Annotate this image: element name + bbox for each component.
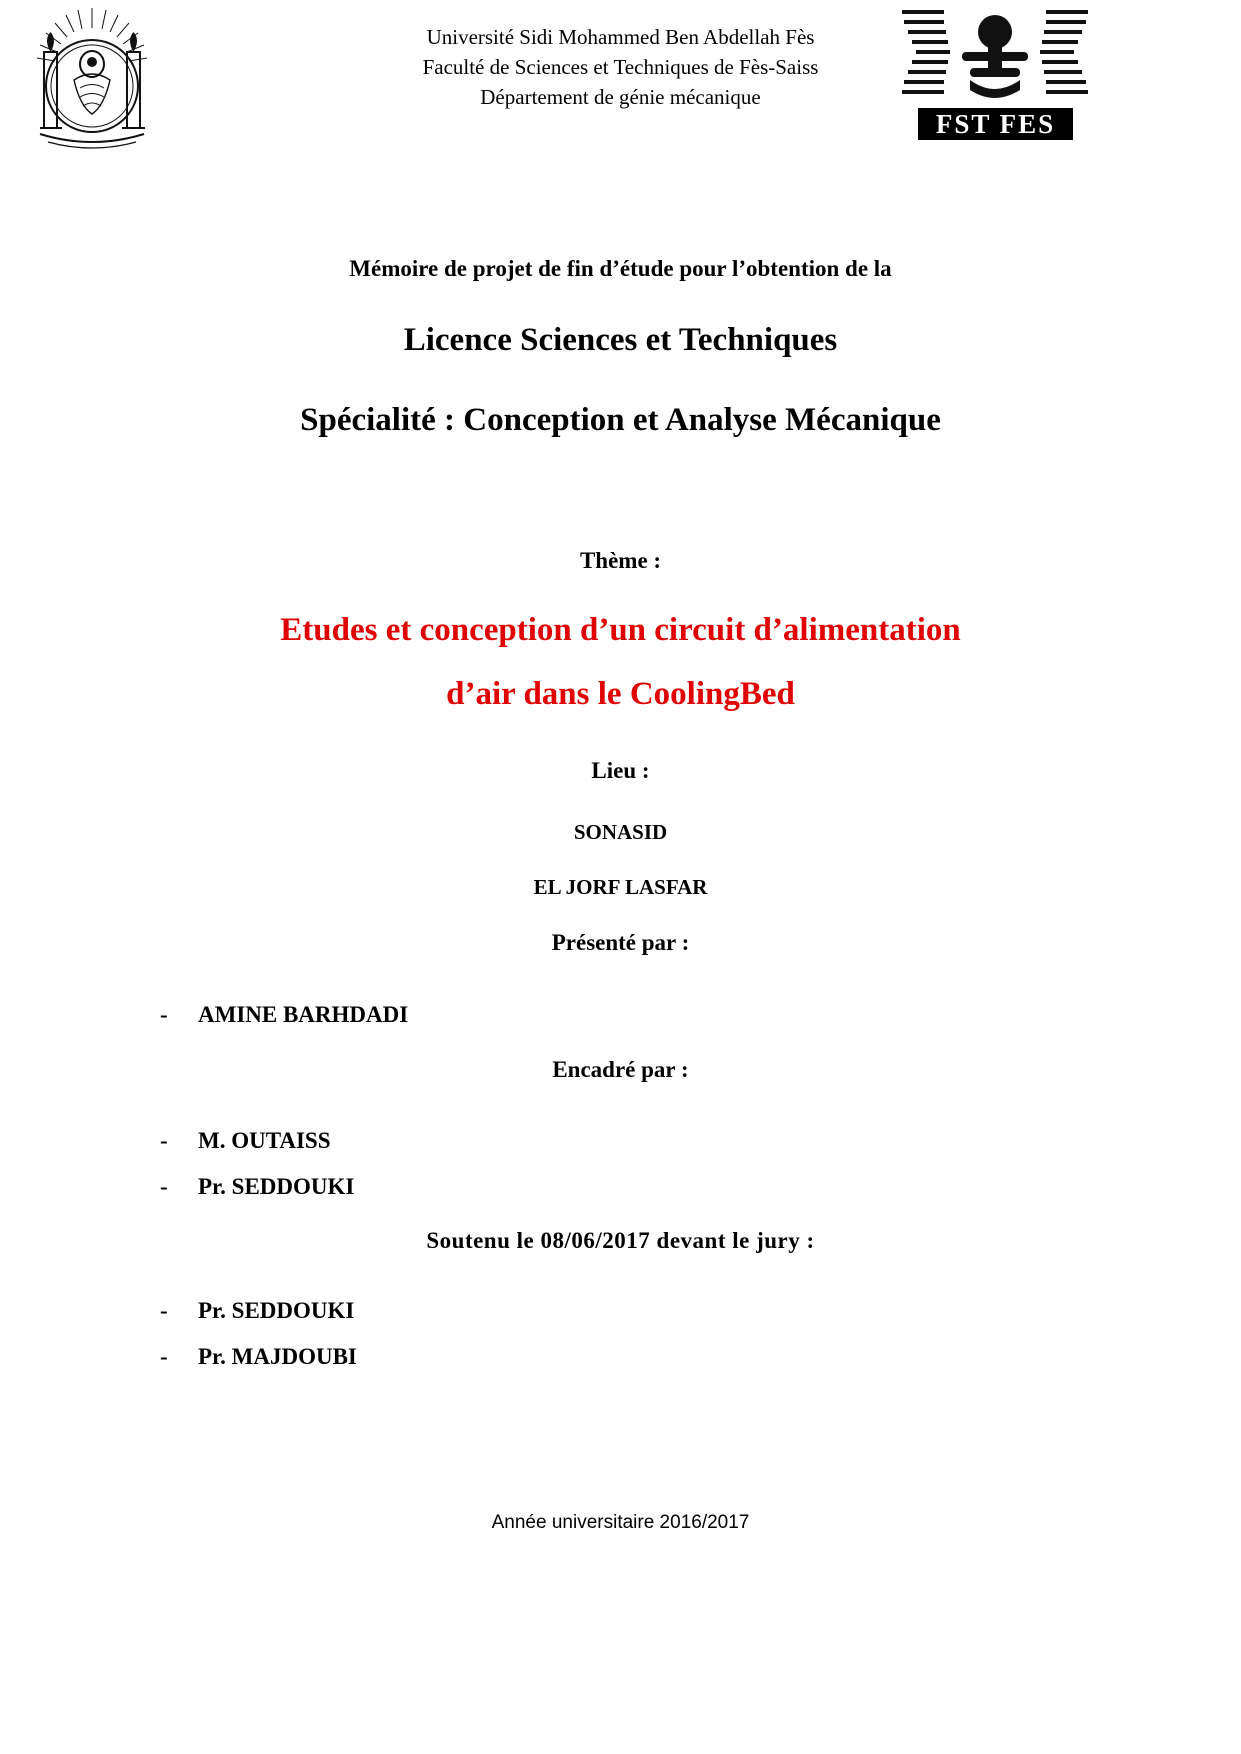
jury-member-name: Pr. SEDDOUKI: [198, 1298, 355, 1323]
supervisor-name: M. OUTAISS: [198, 1128, 331, 1153]
jury-member-name: Pr. MAJDOUBI: [198, 1344, 357, 1369]
theme-title-line1: Etudes et conception d’un circuit d’alimentation: [280, 612, 961, 648]
supervised-by-label: Encadré par :: [552, 1057, 689, 1082]
list-dash: -: [160, 1174, 168, 1199]
memoire-line: Mémoire de projet de fin d’étude pour l’obtention de la: [349, 256, 892, 281]
page-header: [0, 0, 1241, 170]
speciality-title: Spécialité : Conception et Analyse Mécanique: [300, 402, 941, 438]
list-dash: -: [160, 1128, 168, 1153]
defense-date-label: Soutenu le 08/06/2017 devant le jury :: [426, 1228, 815, 1253]
list-item: [160, 1164, 354, 1210]
diploma-title: Licence Sciences et Techniques: [403, 322, 838, 358]
theme-label: Thème :: [579, 548, 662, 573]
list-item: [160, 1118, 354, 1164]
presented-by-list: [160, 992, 408, 1038]
lieu-site: EL JORF LASFAR: [533, 875, 708, 899]
supervised-by-list: [160, 1118, 354, 1210]
list-item: [160, 1334, 357, 1380]
presented-by-label: Présenté par :: [551, 930, 690, 955]
header-faculty: Faculté de Sciences et Techniques de Fès-Saiss: [422, 55, 819, 79]
jury-list: [160, 1288, 357, 1380]
fst-fes-logo-label: FST FES: [918, 108, 1073, 140]
student-name: AMINE BARHDADI: [198, 1002, 409, 1027]
academic-year-footer: Année universitaire 2016/2017: [491, 1512, 750, 1533]
list-item: [160, 992, 408, 1038]
header-university: Université Sidi Mohammed Ben Abdellah Fès: [426, 25, 815, 49]
header-department: Département de génie mécanique: [480, 85, 761, 109]
list-dash: -: [160, 1344, 168, 1369]
theme-title-line2: d’air dans le CoolingBed: [446, 676, 795, 712]
lieu-label: Lieu :: [591, 758, 650, 783]
lieu-company: SONASID: [573, 820, 668, 844]
list-dash: -: [160, 1298, 168, 1323]
list-item: [160, 1288, 357, 1334]
supervisor-name: Pr. SEDDOUKI: [198, 1174, 355, 1199]
list-dash: -: [160, 1002, 168, 1027]
